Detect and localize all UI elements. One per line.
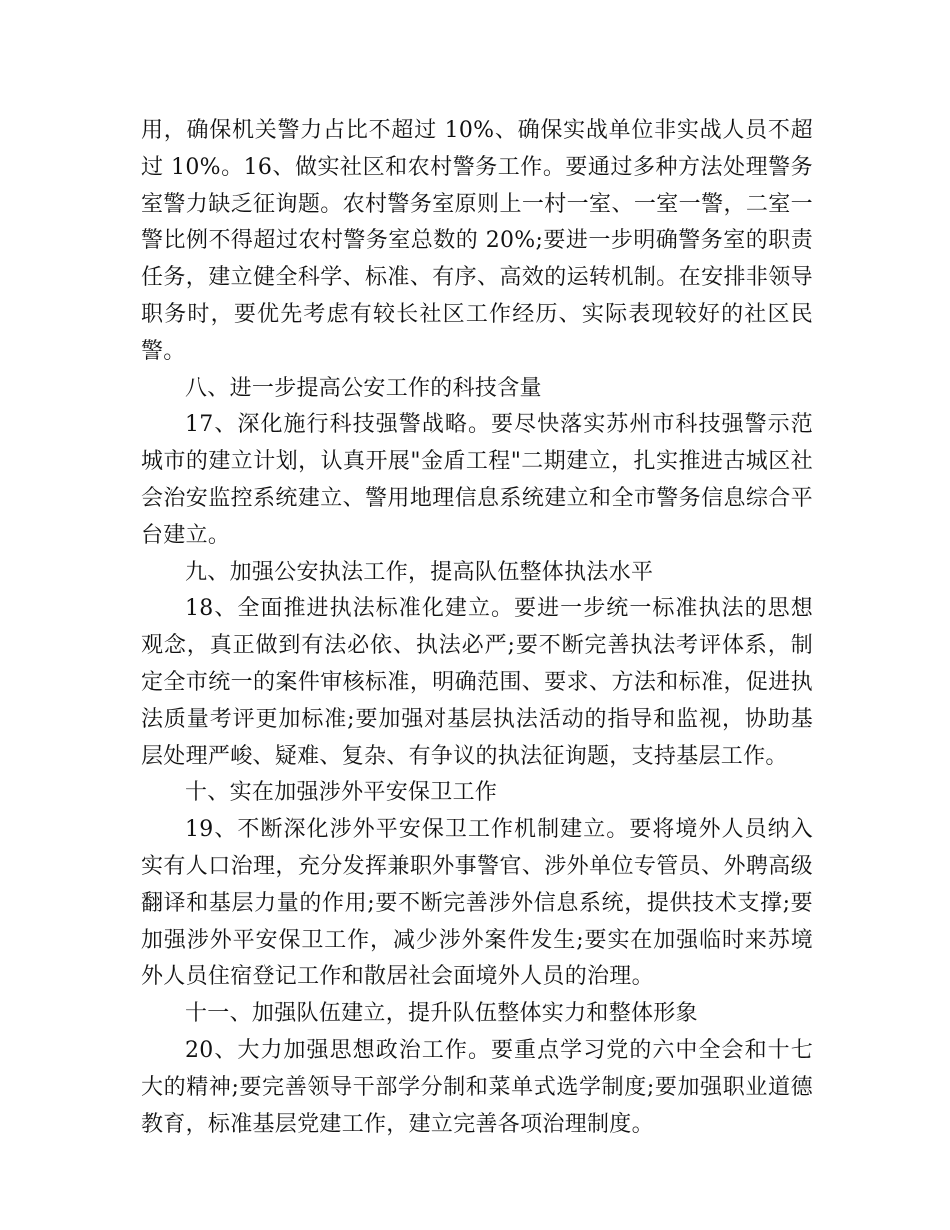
paragraph-18: 18、全面推进执法标准化建立。要进一步统一标准执法的思想观念，真正做到有法必依、执法必严;要不断完善执法考评体系，制定全市统一的案件审核标准，明确范围、要求、方法和标准，促进执法质量考评更加标准;要加强对基层执法活动的指导和监视，协助基层处理严峻、疑难、复杂、有争议的执法征询题，支持基层工作。 bbox=[141, 596, 813, 769]
section-heading-8: 八、进一步提高公安工作的科技含量 bbox=[185, 375, 542, 401]
section-heading-11: 十一、加强队伍建立，提升队伍整体实力和整体形象 bbox=[185, 1001, 698, 1027]
document-body bbox=[141, 113, 813, 1143]
paragraph-19: 19、不断深化涉外平安保卫工作机制建立。要将境外人员纳入实有人口治理，充分发挥兼职外事警官、涉外单位专管员、外聘高级翻译和基层力量的作用;要不断完善涉外信息系统，提供技术支撑;要加强涉外平安保卫工作，减少涉外案件发生;要实在加强临时来苏境外人员住宿登记工作和散居社会面境外人员的治理。 bbox=[141, 817, 813, 990]
paragraph-17: 17、深化施行科技强警战略。要尽快落实苏州市科技强警示范城市的建立计划，认真开展"金盾工程"二期建立，扎实推进古城区社会治安监控系统建立、警用地理信息系统建立和全市警务信息综合平台建立。 bbox=[141, 412, 813, 548]
paragraph-20: 20、大力加强思想政治工作。要重点学习党的六中全会和十七大的精神;要完善领导干部学分制和菜单式选学制度;要加强职业道德教育，标准基层党建工作，建立完善各项治理制度。 bbox=[141, 1037, 813, 1137]
section-heading-10: 十、实在加强涉外平安保卫工作 bbox=[185, 780, 498, 806]
paragraph-continuation: 用，确保机关警力占比不超过 10%、确保实战单位非实战人员不超过 10%。16、做实社区和农村警务工作。要通过多种方法处理警务室警力缺乏征询题。农村警务室原则上一村一室、一室一警，二室一警比例不得超过农村警务室总数的 20%;要进一步明确警务室的职责任务，建立健全科学、标准、有序、高效的运转机制。在安排非领导职务时，要优先考虑有较长社区工作经历、实际表现较好的社区民警。 bbox=[141, 118, 813, 364]
section-heading-9: 九、加强公安执法工作，提高队伍整体执法水平 bbox=[185, 559, 654, 585]
